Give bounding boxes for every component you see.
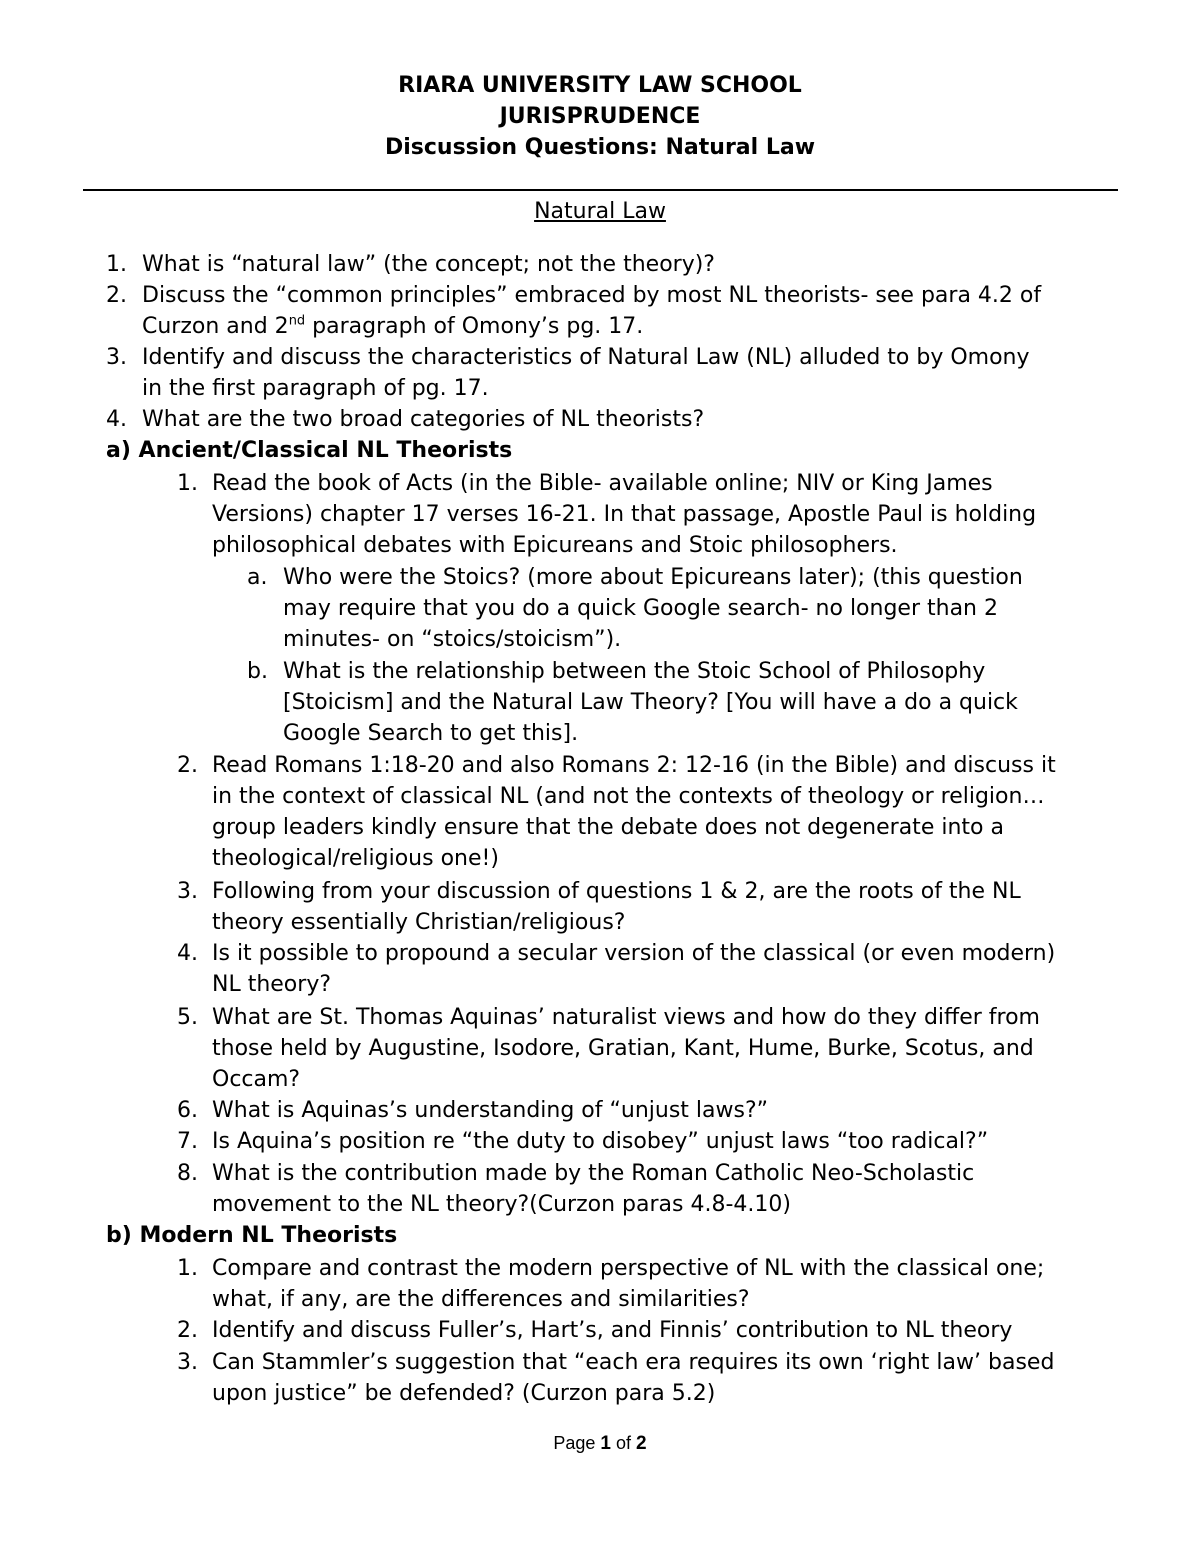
- list-item-text-with-superscript: Curzon and 2nd paragraph of Omony’s pg. 17.: [142, 313, 644, 339]
- page-word: Page: [553, 1433, 596, 1453]
- list-number: 2.: [177, 753, 198, 778]
- list-item-text: Identify and discuss Fuller’s, Hart’s, and Finnis’ contribution to NL theory: [212, 1318, 1013, 1343]
- list-item-text: in the first paragraph of pg. 17.: [142, 376, 489, 401]
- list-number: 5.: [177, 1005, 198, 1030]
- list-number: 6.: [177, 1098, 198, 1123]
- list-number: 3.: [177, 1350, 198, 1375]
- list-item-text: Identify and discuss the characteristics of Natural Law (NL) alluded to by Omony: [142, 345, 1030, 370]
- list-item-text: Can Stammler’s suggestion that “each era requires its own ‘right law’ based: [212, 1350, 1055, 1375]
- sublist-item-text: may require that you do a quick Google search- no longer than 2: [283, 596, 998, 621]
- sublist-item-text: What is the relationship between the Stoic School of Philosophy: [283, 659, 986, 684]
- of-word: of: [616, 1433, 632, 1453]
- list-item-text: Versions) chapter 17 verses 16-21. In that passage, Apostle Paul is holding: [212, 502, 1037, 527]
- list-item-text: in the context of classical NL (and not the contexts of theology or religion…: [212, 784, 1045, 809]
- list-number: 1.: [177, 1256, 198, 1281]
- sublist-letter: b.: [247, 659, 268, 684]
- current-page-number: 1: [600, 1433, 611, 1454]
- list-number: 3.: [106, 345, 127, 370]
- list-number: 7.: [177, 1129, 198, 1154]
- list-number: 1.: [177, 471, 198, 496]
- course-name: JURISPRUDENCE: [499, 104, 701, 129]
- list-item-text: Discuss the “common principles” embraced by most NL theorists- see para 4.2 of: [142, 283, 1042, 308]
- list-item-text: Is it possible to propound a secular version of the classical (or even modern): [212, 941, 1056, 966]
- sublist-item-text: Who were the Stoics? (more about Epicureans later); (this question: [283, 565, 1023, 590]
- list-item-text: theological/religious one!): [212, 846, 499, 871]
- list-number: 8.: [177, 1161, 198, 1186]
- subsection-heading-modern: b) Modern NL Theorists: [106, 1223, 398, 1248]
- list-item-text: what, if any, are the differences and similarities?: [212, 1287, 750, 1312]
- list-item-text: philosophical debates with Epicureans and Stoic philosophers.: [212, 533, 898, 558]
- list-number: 3.: [177, 879, 198, 904]
- sublist-item-text: minutes- on “stoics/stoicism”).: [283, 627, 622, 652]
- list-item-text: What are the two broad categories of NL theorists?: [142, 407, 705, 432]
- page-footer: [0, 1429, 1200, 1458]
- list-item-text: those held by Augustine, Isodore, Gratian, Kant, Hume, Burke, Scotus, and: [212, 1036, 1034, 1061]
- list-item-text: group leaders kindly ensure that the debate does not degenerate into a: [212, 815, 1004, 840]
- list-item-text: movement to the NL theory?(Curzon paras 4.8-4.10): [212, 1192, 791, 1217]
- list-item-text: What is Aquinas’s understanding of “unjust laws?”: [212, 1098, 769, 1123]
- list-number: 4.: [106, 407, 127, 432]
- total-page-count: 2: [636, 1433, 647, 1454]
- subsection-heading-classical: a) Ancient/Classical NL Theorists: [106, 438, 513, 463]
- list-item-text: NL theory?: [212, 972, 332, 997]
- list-item-text: Read Romans 1:18-20 and also Romans 2: 12-16 (in the Bible) and discuss it: [212, 753, 1056, 778]
- list-item-text: What is “natural law” (the concept; not the theory)?: [142, 252, 715, 277]
- sublist-letter: a.: [247, 565, 268, 590]
- list-item-text: theory essentially Christian/religious?: [212, 910, 626, 935]
- list-number: 2.: [177, 1318, 198, 1343]
- list-item-text: upon justice” be defended? (Curzon para 5.2): [212, 1381, 716, 1406]
- list-item-text: Read the book of Acts (in the Bible- available online; NIV or King James: [212, 471, 993, 496]
- list-number: 2.: [106, 283, 127, 308]
- list-number: 1.: [106, 252, 127, 277]
- list-item-text: What are St. Thomas Aquinas’ naturalist views and how do they differ from: [212, 1005, 1040, 1030]
- header-divider: [83, 189, 1118, 191]
- section-title: Natural Law: [534, 199, 666, 224]
- university-name: RIARA UNIVERSITY LAW SCHOOL: [398, 73, 802, 98]
- list-item-text: What is the contribution made by the Roman Catholic Neo-Scholastic: [212, 1161, 975, 1186]
- list-item-text: Is Aquina’s position re “the duty to disobey” unjust laws “too radical?”: [212, 1129, 989, 1154]
- list-item-text: Compare and contrast the modern perspective of NL with the classical one;: [212, 1256, 1045, 1281]
- list-item-text: Following from your discussion of questions 1 & 2, are the roots of the NL: [212, 879, 1021, 904]
- sublist-item-text: Google Search to get this].: [283, 721, 579, 746]
- list-number: 4.: [177, 941, 198, 966]
- list-item-text: Occam?: [212, 1067, 301, 1092]
- sublist-item-text: [Stoicism] and the Natural Law Theory? [You will have a do a quick: [283, 690, 1018, 715]
- document-title: Discussion Questions: Natural Law: [384, 135, 816, 160]
- ordinal-superscript: nd: [288, 313, 306, 329]
